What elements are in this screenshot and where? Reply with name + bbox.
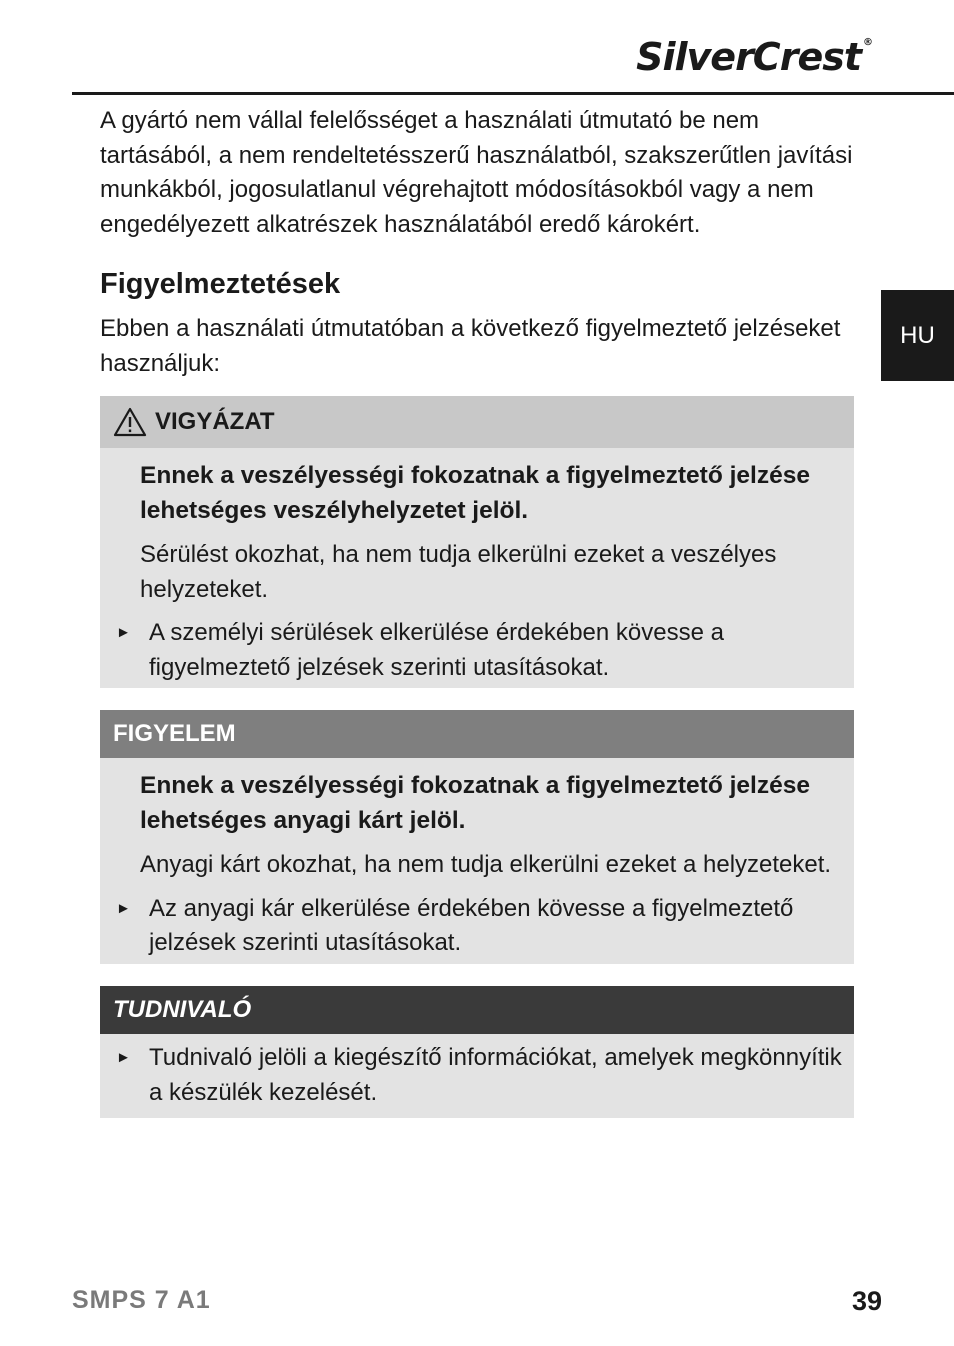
- note-bullet-text: Tudnivaló jelöli a kiegészítő információkat, amelyek megkönnyítik a készülék kezelését.: [149, 1044, 842, 1106]
- caution-text: Sérülést okozhat, ha nem tudja elkerülni ezeket a veszélyes helyzeteket.: [140, 541, 777, 603]
- caution-bold-text: Ennek a veszélyességi fokozatnak a figyelmeztető jelzése lehetséges veszélyhelyzetet jelöl.: [140, 462, 810, 524]
- footer-model: SMPS 7 A1: [72, 1286, 211, 1314]
- caution-bullet-text: A személyi sérülések elkerülése érdekében kövesse a figyelmeztető jelzések szerinti utasításokat.: [149, 619, 724, 681]
- note-title: TUDNIVALÓ: [113, 996, 252, 1023]
- attention-bullet: [100, 892, 854, 961]
- caution-body: [100, 448, 854, 607]
- note-header: [100, 986, 854, 1034]
- silvercrest-logo: [636, 35, 872, 79]
- attention-bullet-text: Az anyagi kár elkerülése érdekében kövesse a figyelmeztető jelzések szerinti utasításokat.: [149, 894, 794, 956]
- section-heading: Figyelmeztetések: [100, 268, 341, 300]
- caution-header: [100, 396, 854, 448]
- caution-title: VIGYÁZAT: [155, 408, 275, 435]
- attention-title: FIGYELEM: [113, 720, 236, 747]
- brand-name: SilverCrest: [636, 35, 861, 79]
- language-tab: [881, 290, 954, 381]
- warning-triangle-icon: [113, 407, 147, 437]
- arrow-right-icon: ►: [116, 899, 131, 917]
- attention-header: [100, 710, 854, 758]
- arrow-right-icon: ►: [116, 1049, 131, 1066]
- page-number: 39: [851, 1286, 882, 1316]
- section-lead: Ebben a használati útmutatóban a következő figyelmeztető jelzéseket használjuk:: [100, 315, 841, 377]
- attention-box: [100, 710, 854, 964]
- registered-mark: ®: [863, 37, 872, 48]
- caution-box: [100, 396, 854, 688]
- language-code: HU: [900, 321, 935, 349]
- attention-bold-text: Ennek a veszélyességi fokozatnak a figyelmeztető jelzése lehetséges anyagi kárt jelöl.: [140, 772, 810, 834]
- attention-text: Anyagi kárt okozhat, ha nem tudja elkerülni ezeket a helyzeteket.: [140, 851, 832, 878]
- header-rule: [72, 92, 954, 95]
- note-box: [100, 986, 854, 1118]
- caution-bullet: [100, 616, 854, 685]
- note-bullet: [100, 1041, 854, 1110]
- attention-body: [100, 758, 854, 883]
- arrow-right-icon: ►: [116, 624, 131, 641]
- intro-paragraph: A gyártó nem vállal felelősséget a használati útmutató be nem tartásából, a nem rendeltetésszerű használatból, szakszerűtlen javítási munkákból, jogosulatlanul végrehajtott módosításokból vagy a nem engedélyezett alkatrészek használatából eredő károkért.: [100, 107, 853, 238]
